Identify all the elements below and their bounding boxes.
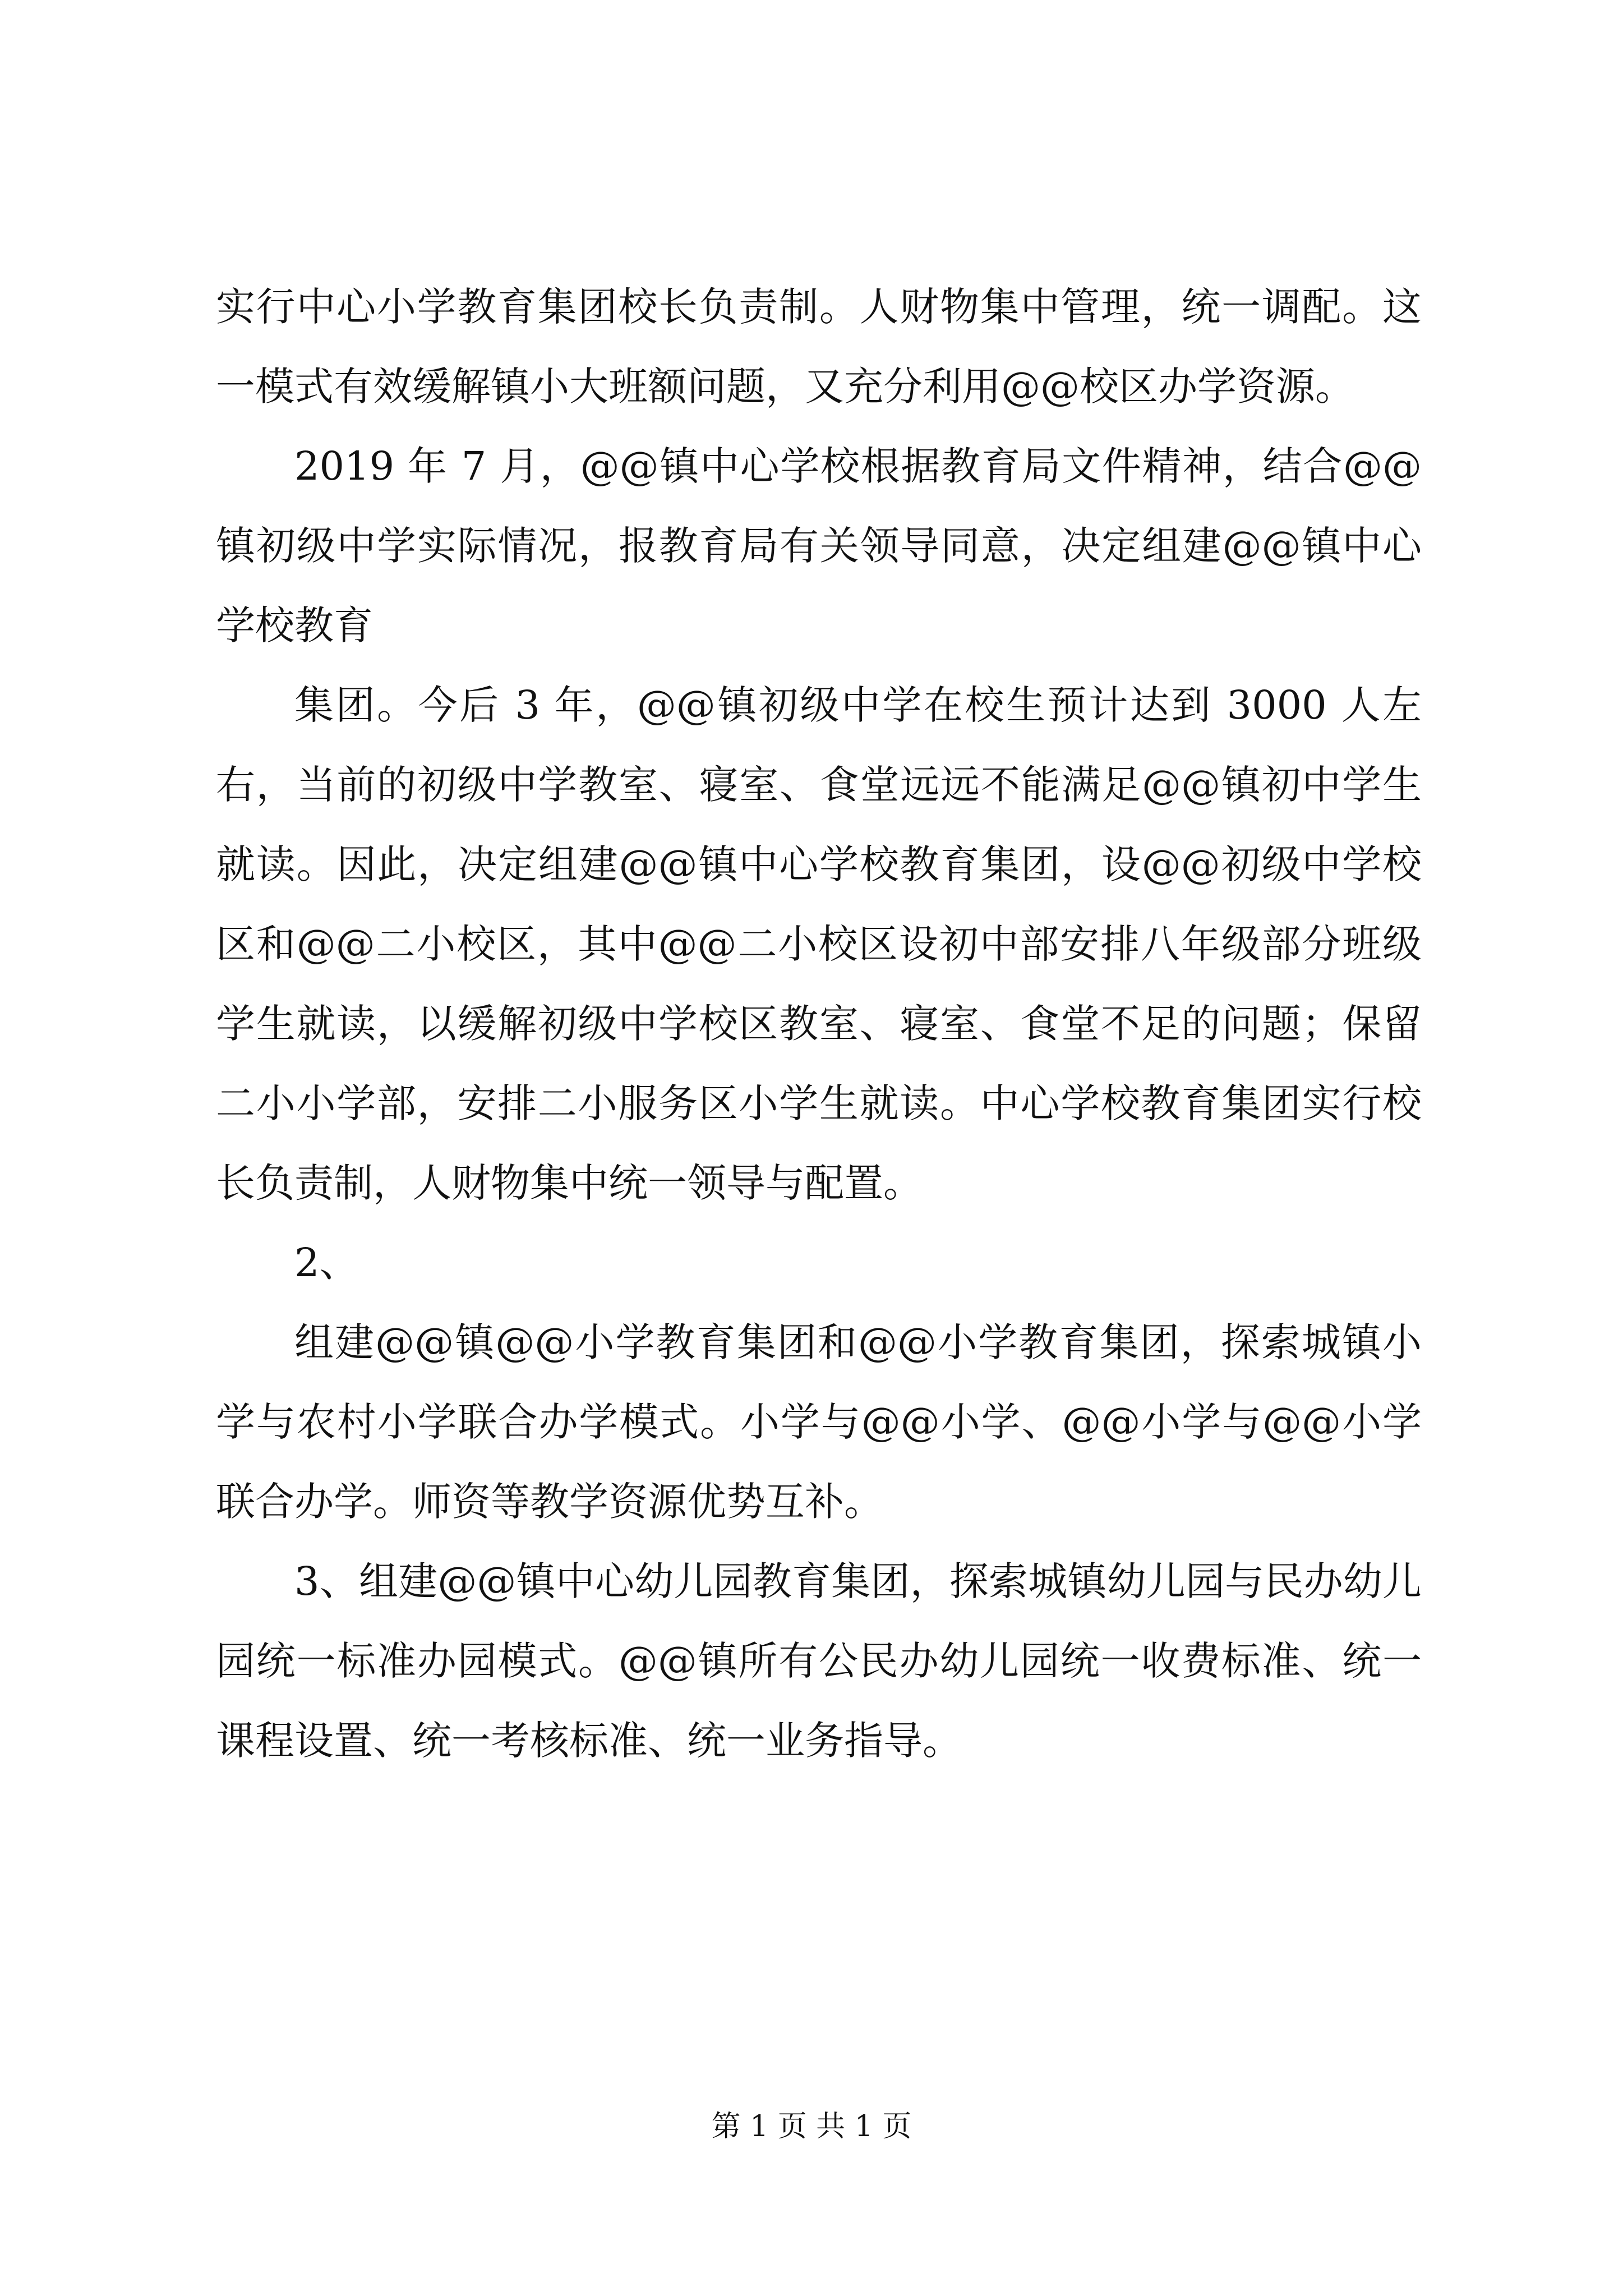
paragraph-4: 2、 — [294, 1240, 359, 1286]
paragraph-2: 2019 年 7 月，@@镇中心学校根据教育局文件精神，结合@@镇初级中学实际情况，报教育局有关领导同意，决定组建@@镇中心学校教育 — [216, 443, 1422, 648]
document-body — [216, 267, 1422, 1780]
paragraph-6: 3、组建@@镇中心幼儿园教育集团，探索城镇幼儿园与民办幼儿园统一标准办园模式。@@镇所有公民办幼儿园统一收费标准、统一课程设置、统一考核标准、统一业务指导。 — [216, 1558, 1422, 1764]
paragraph-3: 集团。今后 3 年，@@镇初级中学在校生预计达到 3000 人左右，当前的初级中学教室、寝室、食堂远远不能满足@@镇初中学生就读。因此，决定组建@@镇中心学校教育集团，设@@初级中学校区和@@二小校区，其中@@二小校区设初中部安排八年级部分班级学生就读，以缓解初级中学校区教室、寝室、食堂不足的问题；保留二小小学部，安排二小服务区小学生就读。中心学校教育集团实行校长负责制，人财物集中统一领导与配置。 — [216, 682, 1422, 1206]
paragraph-5: 组建@@镇@@小学教育集团和@@小学教育集团，探索城镇小学与农村小学联合办学模式。小学与@@小学、@@小学与@@小学联合办学。师资等教学资源优势互补。 — [216, 1319, 1422, 1525]
page-number-footer: 第 1 页 共 1 页 — [711, 2110, 912, 2143]
paragraph-1: 实行中心小学教育集团校长负责制。人财物集中管理，统一调配。这一模式有效缓解镇小大班额问题，又充分利用@@校区办学资源。 — [216, 284, 1422, 409]
